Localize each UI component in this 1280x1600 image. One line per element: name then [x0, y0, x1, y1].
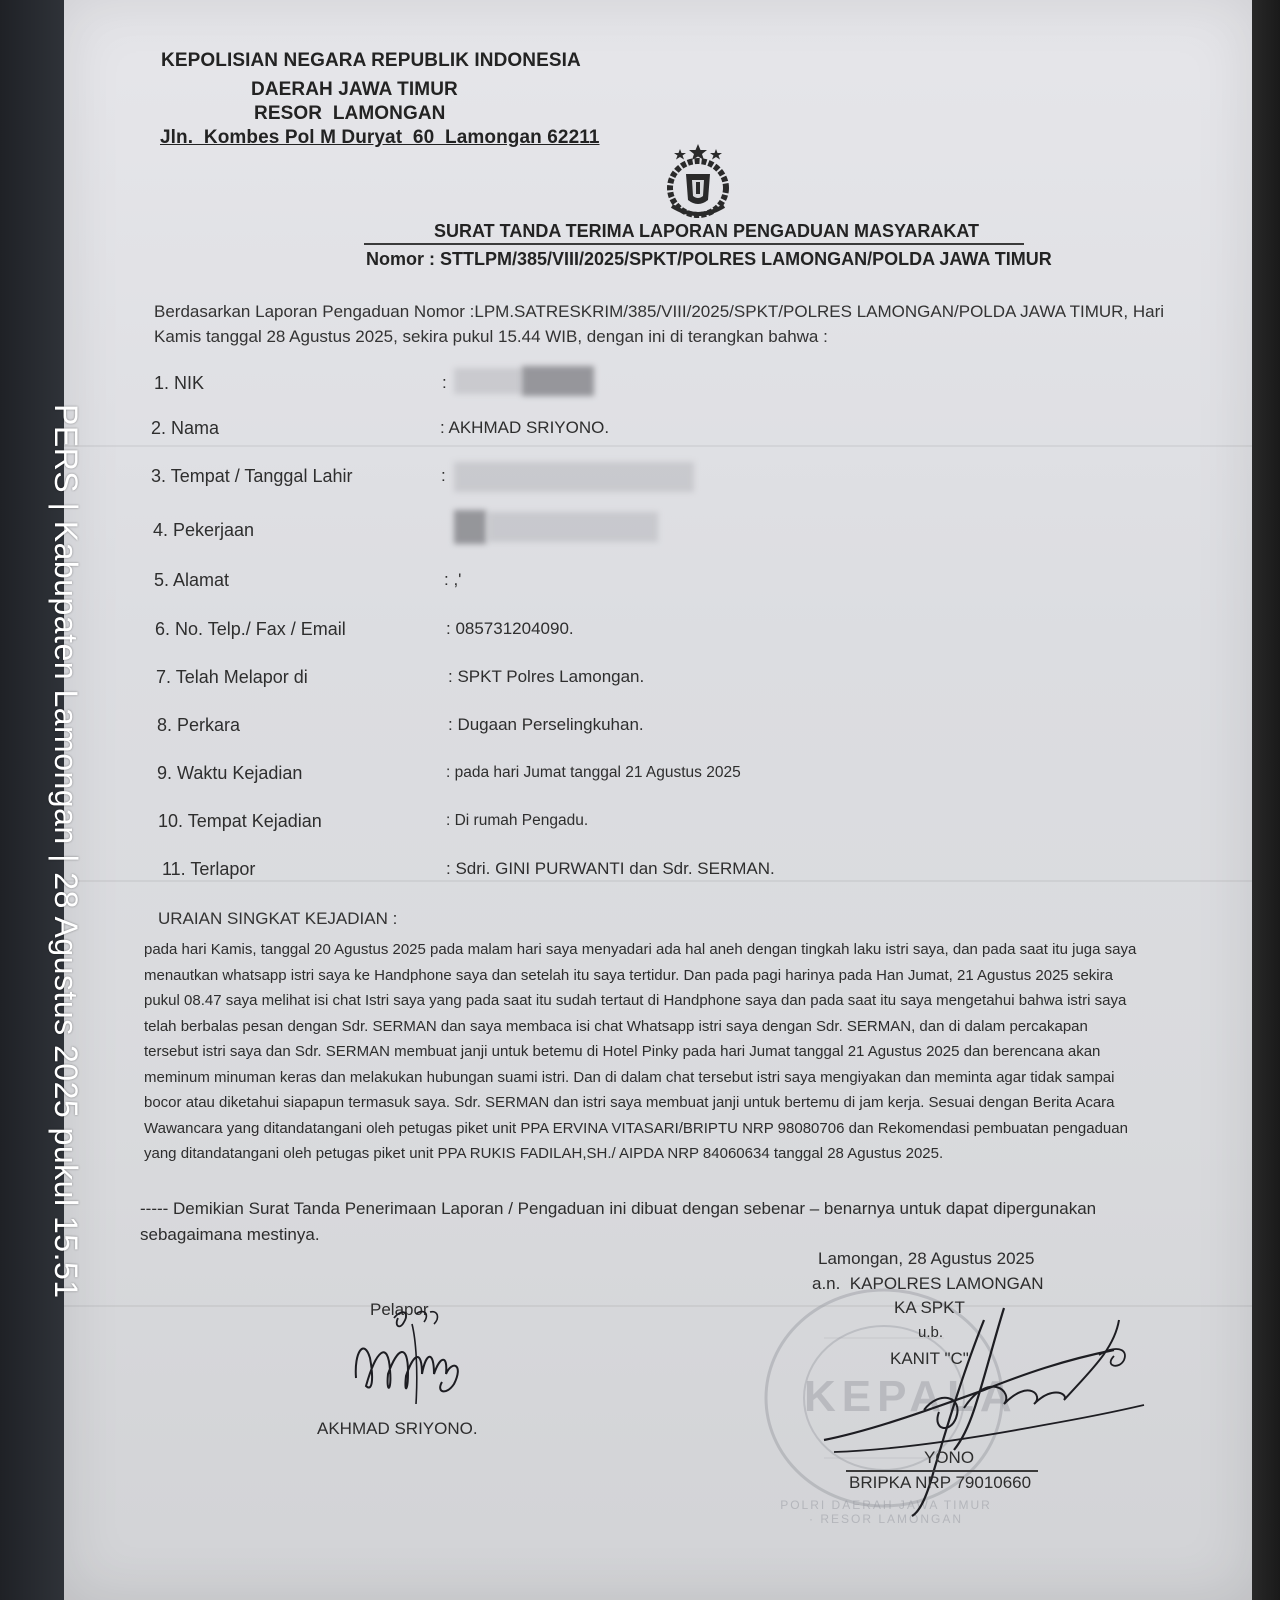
intro-line2: Kamis tanggal 28 Agustus 2025, sekira pukul 15.44 WIB, dengan ini di terangkan bahwa : — [154, 327, 828, 346]
officer-name-rule — [846, 1470, 1038, 1472]
redaction-nik — [522, 366, 594, 396]
letterhead-line1: KEPOLISIAN NEGARA REPUBLIK INDONESIA — [161, 50, 581, 71]
officer-name: YONO — [924, 1448, 975, 1467]
redaction-ttl — [454, 462, 694, 492]
narrative-line: tersebut istri saya dan Sdr. SERMAN membuat janji untuk betemu di Hotel Pinky pada hari Jumat tanggal 21 Agustus 2025 dan berencana akan — [144, 1043, 1101, 1060]
redaction-pekerjaan — [454, 510, 486, 544]
letterhead-line2: DAERAH JAWA TIMUR — [251, 79, 458, 100]
field-label-tempat: 10. Tempat Kejadian — [158, 811, 322, 831]
field-label-alamat: 5. Alamat — [154, 570, 230, 590]
officer-unit: KA SPKT — [894, 1298, 965, 1317]
field-value-waktu: : pada hari Jumat tanggal 21 Agustus 2025 — [446, 764, 741, 781]
field-label-terlapor: 11. Terlapor — [162, 859, 256, 879]
field-label-nama: 2. Nama — [151, 418, 220, 438]
field-value-alamat: : ,' — [444, 570, 462, 589]
title-rule — [364, 243, 1024, 245]
paper-fold — [64, 445, 1252, 447]
officer-rank-nrp: BRIPKA NRP 79010660 — [849, 1473, 1032, 1492]
field-value-ttl: : — [441, 466, 446, 485]
field-label-waktu: 9. Waktu Kejadian — [157, 763, 303, 783]
closing-statement — [140, 1196, 1210, 1248]
letterhead-line3: RESOR LAMONGAN — [254, 103, 446, 124]
document-paper — [64, 0, 1252, 1600]
officer-ub: u.b. — [918, 1324, 944, 1341]
field-value-perkara: : Dugaan Perselingkuhan. — [448, 715, 644, 734]
reporter-role: Pelapor — [370, 1300, 429, 1319]
document-title: SURAT TANDA TERIMA LAPORAN PENGADUAN MASYARAKAT — [434, 221, 979, 241]
photo-watermark: PERS | Kabupaten Lamongan | 28 Agustus 2025 pukul 15.51 — [48, 404, 84, 1299]
closing-line2: sebagaimana mestinya. — [140, 1225, 320, 1244]
field-label-ttl: 3. Tempat / Tanggal Lahir — [151, 466, 353, 486]
police-emblem-icon — [650, 142, 746, 224]
field-value-nik: : — [442, 373, 447, 392]
document-number: Nomor : STTLPM/385/VIII/2025/SPKT/POLRES LAMONGAN/POLDA JAWA TIMUR — [366, 249, 1052, 269]
narrative-body — [144, 937, 1206, 1167]
place-date: Lamongan, 28 Agustus 2025 — [818, 1249, 1035, 1268]
narrative-line: pada hari Kamis, tanggal 20 Agustus 2025 pada malam hari saya menyadari ada hal aneh dengan tingkah laku istri saya, dan pada saat itu juga saya — [144, 941, 1137, 958]
reporter-signature-icon — [346, 1300, 476, 1410]
field-value-melapor: : SPKT Polres Lamongan. — [448, 667, 645, 686]
narrative-line: bocor atau diketahui siapapun termasuk saya. Sdr. SERMAN dan istri saya membuat janji untuk bertemu di jam kerja. Sesuai dengan Berita Acara — [144, 1094, 1115, 1111]
field-label-pekerjaan: 4. Pekerjaan — [153, 520, 255, 540]
redaction-pekerjaan-light — [488, 512, 658, 542]
letterhead-address: Jln. Kombes Pol M Duryat 60 Lamongan 62211 — [160, 127, 600, 148]
narrative-line: meminum minuman keras dan melakukan hubungan suami istri. Dan di dalam chat tersebut istri saya mengiyakan dan meminta agar tidak sampai — [144, 1068, 1115, 1086]
field-label-melapor: 7. Telah Melapor di — [156, 667, 308, 687]
field-value-terlapor: : Sdri. GINI PURWANTI dan Sdr. SERMAN. — [446, 859, 775, 878]
field-value-telp: : 085731204090. — [446, 619, 574, 638]
on-behalf-of: a.n. KAPOLRES LAMONGAN — [812, 1274, 1044, 1293]
field-label-telp: 6. No. Telp./ Fax / Email — [155, 619, 346, 639]
field-label-nik: 1. NIK — [154, 373, 205, 393]
field-value-tempat: : Di rumah Pengadu. — [446, 812, 589, 829]
paper-fold — [64, 880, 1252, 882]
narrative-heading: URAIAN SINGKAT KEJADIAN : — [158, 909, 398, 928]
narrative-line: menautkan whatsapp istri saya ke Handphone saya dan setelah itu saya tertidur. Dan pada pagi harinya pada Han Jumat, 21 Agustus 2025 sekira — [144, 966, 1113, 984]
field-value-nama: : AKHMAD SRIYONO. — [440, 418, 610, 437]
intro-line1: Berdasarkan Laporan Pengaduan Nomor :LPM.SATRESKRIM/385/VIII/2025/SPKT/POLRES LAMONGAN/POLDA JAWA TIMUR, Hari — [154, 302, 1165, 321]
reporter-name: AKHMAD SRIYONO. — [317, 1419, 478, 1438]
stamp-ring-text: POLRI DAERAH JAWA TIMUR · RESOR LAMONGAN — [780, 1498, 992, 1526]
narrative-line: telah berbalas pesan dengan Sdr. SERMAN dan saya membaca isi chat Whatsapp istri saya dengan Sdr. SERMAN, dan di dalam percakapan — [144, 1017, 1088, 1035]
narrative-line: pukul 08.47 saya melihat isi chat Istri saya yang pada saat itu sudah tertaut di Handphone saya dan pada saat itu saya mengetahui bahwa istri saya — [144, 992, 1127, 1009]
stamp-center-text: KEPALA — [804, 1372, 1018, 1421]
officer-position: KANIT "C" — [890, 1349, 969, 1368]
redaction-nik-light — [454, 368, 522, 394]
closing-line1: ----- Demikian Surat Tanda Penerimaan Laporan / Pengaduan ini dibuat dengan sebenar – benarnya untuk dapat dipergunakan — [140, 1199, 1097, 1218]
narrative-line: Wawancara yang ditandatangani oleh petugas piket unit PPA ERVINA VITASARI/BRIPTU NRP 98080706 dan Rekomendasi pembuatan pengaduan — [144, 1119, 1128, 1137]
field-label-perkara: 8. Perkara — [157, 715, 241, 735]
narrative-line: yang ditandatangani oleh petugas piket unit PPA RUKIS FADILAH,SH./ AIPDA NRP 84060634 tanggal 28 Agustus 2025. — [144, 1145, 944, 1162]
